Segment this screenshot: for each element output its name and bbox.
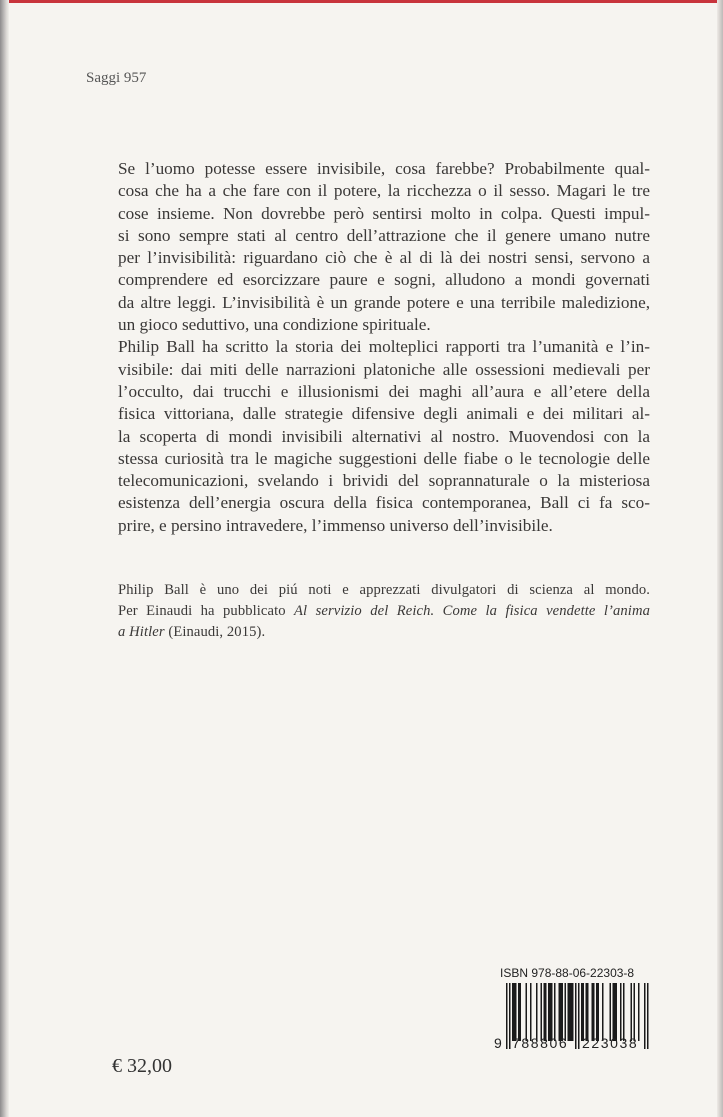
isbn-barcode xyxy=(494,966,654,1065)
text-line: Se l’uomo potesse essere invisibile, cosa farebbe? Probabilmente qual- xyxy=(118,159,650,178)
barcode-bar xyxy=(560,983,562,1041)
author-bio xyxy=(118,580,650,643)
cover-top-edge xyxy=(0,0,723,3)
barcode-bar xyxy=(512,983,514,1041)
barcode-bar xyxy=(583,983,585,1041)
text-line: fisica vittoriana, dalle strategie difensive degli animali e dei militari al- xyxy=(118,404,650,424)
barcode-bar xyxy=(526,983,528,1041)
text-line: cose insieme. Non dovrebbe però sentirsi molto in colpa. Questi impul- xyxy=(118,203,650,223)
text-line: esistenza dell’energia oscura della fisica contemporanea, Ball ci fa sco- xyxy=(118,493,650,513)
barcode-bar xyxy=(614,983,616,1041)
barcode-bar xyxy=(551,983,553,1041)
blurb-paragraph-2 xyxy=(118,336,650,537)
barcode-bar xyxy=(634,983,636,1041)
barcode-bar xyxy=(509,983,511,1049)
barcode-bar xyxy=(616,983,618,1041)
barcode-bar xyxy=(593,983,595,1041)
series-label: Saggi 957 xyxy=(86,70,147,86)
barcode-bar xyxy=(518,983,520,1041)
barcode-bar xyxy=(581,983,583,1041)
text-line: visibile: dai miti delle narrazioni platoniche alle ossessioni medievali per xyxy=(118,359,650,379)
barcode-bar xyxy=(586,983,588,1041)
barcode-bar xyxy=(562,983,564,1041)
book-title: Al servizio del Reich. Come la fisica vendette l’anima xyxy=(294,603,650,619)
barcode-bar xyxy=(548,983,550,1041)
barcode-bar xyxy=(550,983,552,1041)
barcode-bar xyxy=(541,983,543,1041)
barcode-bar xyxy=(598,983,600,1041)
bio-text: Per Einaudi ha pubblicato xyxy=(118,603,295,619)
text-line: stessa curiosità tra le magiche suggestioni delle fiabe o le tecnologie delle xyxy=(118,448,650,468)
barcode-first-digit: 9 xyxy=(494,1035,502,1051)
barcode-bar xyxy=(571,983,573,1041)
blurb-text xyxy=(118,158,650,537)
barcode-bar xyxy=(638,983,640,1041)
barcode-bar xyxy=(644,983,646,1049)
cover-right-edge xyxy=(717,0,723,1117)
blurb-paragraph-1 xyxy=(118,158,650,336)
isbn-label: ISBN 978-88-06-22303-8 xyxy=(500,966,635,980)
barcode-bar xyxy=(631,983,633,1041)
text-line: Philip Ball ha scritto la storia dei molteplici rapporti tra l’umanità e l’in- xyxy=(118,337,650,357)
barcode-bar xyxy=(587,983,589,1041)
barcode-bar xyxy=(578,983,580,1049)
text-line: Philip Ball è uno dei piú noti e apprezzati divulgatori di scienza al mondo. xyxy=(118,582,650,598)
barcode-bar xyxy=(572,983,574,1041)
barcode-right-group: 223038 xyxy=(582,1035,639,1051)
price: € 32,00 xyxy=(112,1055,172,1077)
text-line: un gioco seduttivo, una condizione spirituale. xyxy=(118,315,431,335)
barcode-bar xyxy=(545,983,547,1041)
barcode-bar xyxy=(575,983,577,1049)
book-title: a Hitler xyxy=(118,624,165,640)
text-line: comprendere ed esorcizzare paure e sogni, alludono a mondi governati xyxy=(118,270,650,290)
text-line: per l’invisibilità: riguardano ciò che è al di là dei nostri sensi, servono a xyxy=(118,248,650,268)
barcode-bar xyxy=(623,983,625,1041)
barcode-bar xyxy=(559,983,561,1041)
barcode-bar xyxy=(602,983,604,1041)
barcode-bar xyxy=(610,983,612,1041)
text-line: cosa che ha a che fare con il potere, la ricchezza o il sesso. Magari le tre xyxy=(118,181,650,201)
barcode-bar xyxy=(514,983,516,1041)
barcode-bar xyxy=(506,983,508,1049)
barcode-digits xyxy=(494,1035,654,1065)
barcode-left-group: 788806 xyxy=(512,1035,569,1051)
text-line: prire, e persino intravedere, l’immenso universo dell’invisibile. xyxy=(118,515,553,535)
text-line: si sono sempre stati al centro dell’attrazione che il genere umano nutre xyxy=(118,225,650,245)
barcode-bar xyxy=(565,983,567,1041)
bio-text: (Einaudi, 2015). xyxy=(164,624,266,640)
barcode-bar xyxy=(568,983,570,1041)
text-line xyxy=(118,601,650,622)
barcode-bar xyxy=(520,983,522,1041)
barcode-bar xyxy=(620,983,622,1041)
text-line xyxy=(118,622,650,643)
barcode-bar xyxy=(592,983,594,1041)
spine-edge xyxy=(0,0,9,1117)
barcode-bar xyxy=(544,983,546,1041)
text-line: l’occulto, dai trucchi e illusionismi dei maghi all’aura e all’etere della xyxy=(118,381,650,401)
barcode-bar xyxy=(596,983,598,1041)
barcode-bar xyxy=(554,983,556,1041)
barcode-bar xyxy=(536,983,538,1041)
barcode-bar xyxy=(613,983,615,1041)
barcode-bar xyxy=(647,983,649,1049)
text-line: la scoperta di mondi invisibili alternativi al nostro. Muovendosi con la xyxy=(118,426,650,446)
text-line: da altre leggi. L’invisibilità è un grande potere e una terribile maledizione, xyxy=(118,292,650,312)
barcode-bar xyxy=(530,983,532,1041)
barcode-bar xyxy=(515,983,517,1041)
text-line: telecomunicazioni, svelando i brividi del soprannaturale o la misteriosa xyxy=(118,471,650,491)
barcode-bar xyxy=(569,983,571,1041)
